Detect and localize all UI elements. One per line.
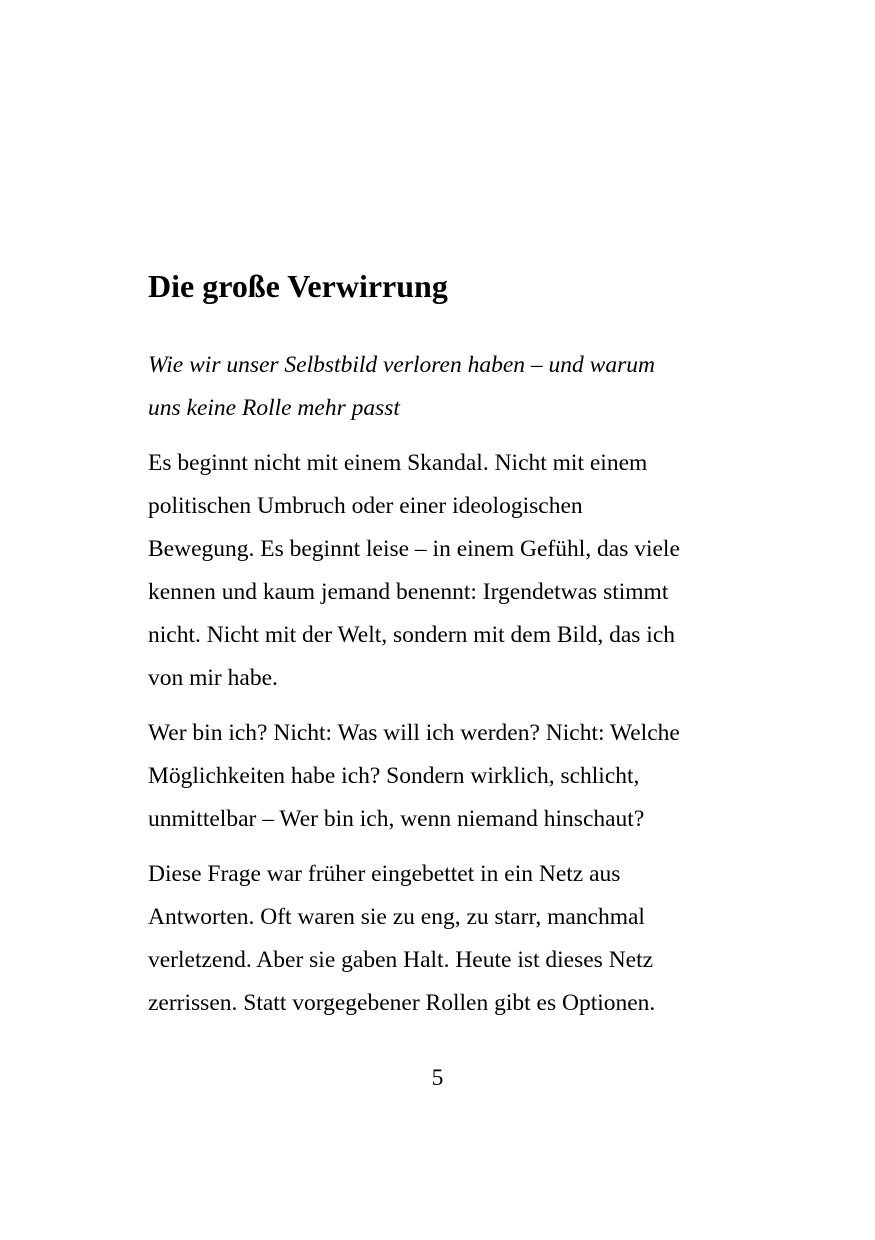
paragraph-3 [148,853,733,1025]
chapter-title: Die große Verwirrung [148,268,448,304]
paragraph-1 [148,442,733,700]
paragraph-2 [148,712,733,841]
text-line: Bewegung. Es beginnt leise – in einem Gefühl, das viele [148,536,680,562]
text-line: verletzend. Aber sie gaben Halt. Heute ist dieses Netz [148,947,654,973]
text-line: Antworten. Oft waren sie zu eng, zu starr, manchmal [148,904,645,930]
text-line: Diese Frage war früher eingebettet in ein Netz aus [148,861,621,887]
text-line: von mir habe. [148,665,278,691]
text-line: nicht. Nicht mit der Welt, sondern mit dem Bild, das ich [148,622,675,648]
text-line: Wer bin ich? Nicht: Was will ich werden? Nicht: Welche [148,720,680,746]
chapter-subtitle [148,344,733,430]
page-content [148,264,733,1025]
text-line: zerrissen. Statt vorgegebener Rollen gibt es Optionen. [148,990,656,1016]
subtitle-line: uns keine Rolle mehr passt [148,395,400,421]
text-line: kennen und kaum jemand benennt: Irgendetwas stimmt [148,579,669,605]
text-line: unmittelbar – Wer bin ich, wenn niemand hinschaut? [148,806,645,832]
page-number: 5 [431,1065,444,1091]
text-line: Möglichkeiten habe ich? Sondern wirklich, schlicht, [148,763,640,789]
text-line: politischen Umbruch oder einer ideologischen [148,493,583,519]
text-line: Es beginnt nicht mit einem Skandal. Nicht mit einem [148,450,648,476]
subtitle-line: Wie wir unser Selbstbild verloren haben – und warum [148,352,655,378]
